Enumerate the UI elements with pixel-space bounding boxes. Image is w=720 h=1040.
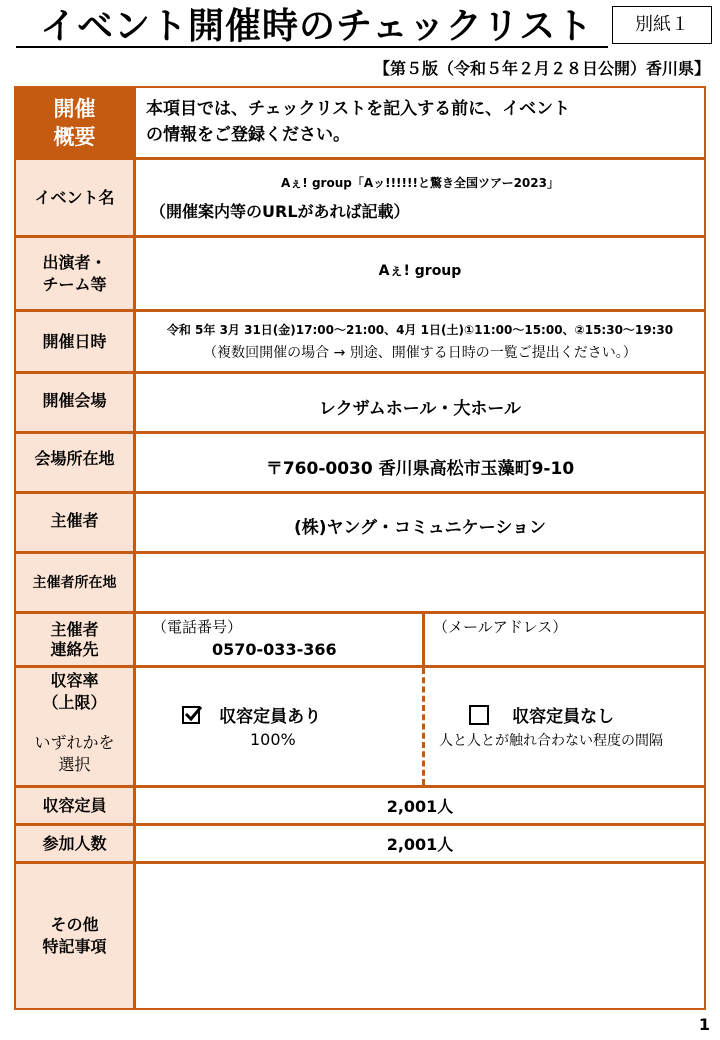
- checklist-table: [14, 86, 706, 1010]
- event-name-label: イベント名: [16, 160, 136, 235]
- intro-line2: の情報をご登録ください。: [146, 125, 350, 145]
- row-contact: [16, 614, 704, 668]
- participants-cell[interactable]: [136, 826, 704, 861]
- organizer-cell[interactable]: [136, 494, 704, 551]
- overview-label-line1: 開催: [53, 96, 96, 121]
- datetime-label: 開催日時: [16, 312, 136, 371]
- overview-label: [16, 88, 136, 157]
- event-name-note: （開催案内等のURLがあれば記載）: [150, 201, 410, 221]
- datetime-value: 令和 5年 3月 31日(金)17:00～21:00、4月 1日(土)①11:00～15:00、②15:30～19:30: [166, 323, 674, 337]
- attachment-badge: 別紙１: [612, 6, 712, 44]
- overview-label-line2: 概要: [53, 124, 96, 149]
- venue-address-label: 会場所在地: [16, 434, 136, 491]
- other-notes-cell[interactable]: [136, 864, 704, 1008]
- organizer-value: (株)ヤング・コミュニケーション: [293, 518, 546, 538]
- participants-value: 2,001人: [386, 835, 454, 854]
- option-capacity-no[interactable]: [425, 668, 704, 785]
- performers-cell[interactable]: [136, 238, 704, 309]
- performers-label-line1: 出演者・: [42, 252, 107, 272]
- row-venue-address: [16, 434, 704, 494]
- capacity-label: 収容定員: [16, 788, 136, 823]
- row-organizer: [16, 494, 704, 554]
- row-participants: [16, 826, 704, 864]
- contact-label-line2: 連絡先: [50, 639, 99, 659]
- datetime-note: （複数回開催の場合 → 別途、開催する日時の一覧ご提出ください。）: [203, 345, 637, 361]
- row-venue: [16, 374, 704, 434]
- edition-note: 【第５版（令和５年２月２８日公開）香川県】: [373, 59, 710, 78]
- row-organizer-address: [16, 554, 704, 614]
- capacity-rate-label: [16, 668, 136, 785]
- capacity-rate-label-line2: （上限）: [42, 693, 107, 712]
- row-other-notes: [16, 864, 704, 1008]
- capacity-cell[interactable]: [136, 788, 704, 823]
- datetime-cell[interactable]: [136, 312, 704, 371]
- option-no-note: 人と人とが触れ合わない程度の間隔: [439, 733, 663, 749]
- capacity-rate-label-line3: いずれかを: [34, 733, 115, 752]
- venue-address-value: 〒760-0030 香川県高松市玉藻町9-10: [265, 459, 575, 479]
- option-no-row: [469, 702, 614, 727]
- phone-cell[interactable]: [136, 614, 422, 665]
- phone-value: 0570-033-366: [212, 640, 337, 659]
- option-no-label: 収容定員なし: [512, 707, 615, 727]
- participants-label: 参加人数: [16, 826, 136, 861]
- page-title: イベント開催時のチェックリスト: [40, 6, 594, 47]
- other-label: [16, 864, 136, 1008]
- capacity-rate-label-line4: 選択: [58, 755, 91, 774]
- option-capacity-yes[interactable]: [136, 668, 422, 785]
- overview-intro: [146, 96, 570, 148]
- contact-label: [16, 614, 136, 665]
- checkbox-unchecked-icon[interactable]: [469, 705, 489, 725]
- option-yes-row: [182, 702, 321, 727]
- row-performers: [16, 238, 704, 312]
- organizer-address-cell[interactable]: [136, 554, 704, 611]
- row-capacity: [16, 788, 704, 826]
- row-capacity-rate: [16, 668, 704, 788]
- option-yes-label: 収容定員あり: [219, 707, 322, 727]
- title-underline: [16, 46, 608, 48]
- venue-value: レクザムホール・大ホール: [318, 399, 522, 419]
- performers-label: [16, 238, 136, 309]
- organizer-label: 主催者: [16, 494, 136, 551]
- venue-address-cell[interactable]: [136, 434, 704, 491]
- email-label: （メールアドレス）: [433, 618, 568, 636]
- phone-label: （電話番号）: [152, 618, 243, 636]
- option-yes-value: 100%: [250, 730, 296, 749]
- event-name-value: Aぇ! group「Aッ!!!!!!と驚き全国ツアー2023」: [281, 175, 559, 190]
- row-datetime: [16, 312, 704, 374]
- email-cell[interactable]: [425, 614, 704, 665]
- other-label-line1: その他: [50, 915, 99, 934]
- checkbox-checked-icon[interactable]: [182, 706, 200, 724]
- organizer-address-label: 主催者所在地: [16, 554, 136, 611]
- venue-cell[interactable]: [136, 374, 704, 431]
- row-overview: [16, 88, 704, 160]
- performers-label-line2: チーム等: [42, 274, 107, 294]
- other-label-line2: 特記事項: [42, 937, 107, 956]
- capacity-value: 2,001人: [386, 797, 454, 816]
- venue-label: 開催会場: [16, 374, 136, 431]
- contact-label-line1: 主催者: [50, 619, 99, 639]
- capacity-rate-label-line1: 収容率: [50, 671, 99, 690]
- row-event-name: [16, 160, 704, 238]
- performers-value: Aぇ! group: [378, 263, 462, 279]
- intro-line1: 本項目では、チェックリストを記入する前に、イベント: [146, 99, 571, 119]
- page-number: 1: [698, 1015, 710, 1034]
- event-name-cell[interactable]: [136, 160, 704, 235]
